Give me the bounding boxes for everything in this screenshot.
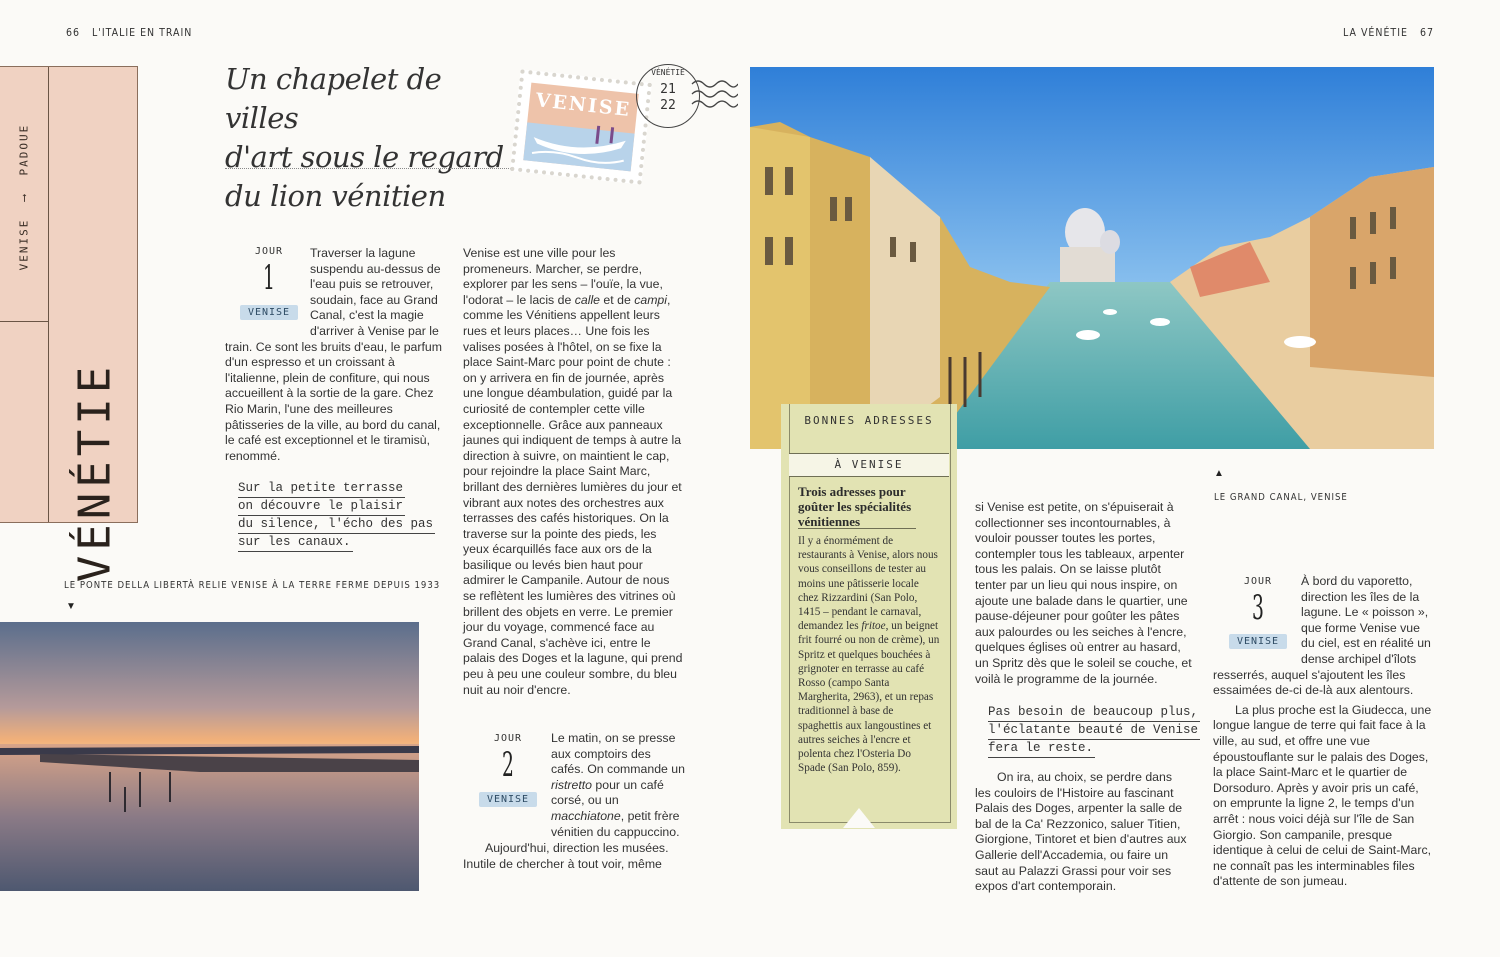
- col4-quote: [988, 704, 1203, 758]
- book-title: L'ITALIE EN TRAIN: [92, 27, 193, 39]
- day2-ristretto: ristretto: [551, 777, 592, 792]
- running-head-right: [1343, 27, 1434, 39]
- page-number-left: 66: [66, 27, 81, 39]
- col2-campi: campi: [634, 292, 668, 307]
- column-4: [975, 500, 1195, 687]
- postmark-bottom: 22: [660, 98, 676, 113]
- day1-badge: VENISE: [240, 305, 298, 320]
- day1-quote: [238, 480, 448, 552]
- route-label: [18, 124, 31, 271]
- day1-quote-line-2: on découvre le plaisir: [238, 498, 405, 516]
- route-arrow-icon: ⟶: [17, 192, 31, 202]
- caption-left-arrow-icon: ▼: [66, 601, 76, 612]
- gondola-icon: [523, 116, 635, 171]
- day2-t1: Le matin, on se presse aux comptoirs des cafés. On commande un: [551, 731, 685, 777]
- addresses-box: [781, 404, 957, 829]
- box-fritoe: fritoe: [861, 620, 886, 633]
- col4-paragraph-2: On ira, au choix, se perdre dans les couloirs de l'Histoire au fascinant Palais des Doges, arpenter la salle de bal de la Ca' Rezzonico, saluer Titien, Giorgione, Tintoret et bien d'autres aux Gallerie dell'Accademia, ou faire un saut au Palazzi Grassi pour voir ses expos d'art contemporain.: [975, 770, 1187, 894]
- postmark-waves-icon: [690, 76, 738, 120]
- col2-text-a: Venise est une ville pour les promeneurs. Marcher, se perdre, explorer par les sens – l'ouïe, la vue, l'odorat – le lacis de: [463, 246, 663, 307]
- day2-number: 2: [502, 745, 514, 785]
- postmark-region: VÉNÉTIE: [651, 68, 685, 77]
- day1-quote-line-1: Sur la petite terrasse: [238, 480, 405, 498]
- column-2: [463, 246, 685, 698]
- grand-canal-image: [750, 67, 1434, 449]
- page-number-right: 67: [1419, 27, 1434, 39]
- caption-left: LE PONTE DELLA LIBERTÀ RELIE VENISE À LA TERRE FERME DEPUIS 1933: [64, 580, 441, 591]
- day1-number: 1: [263, 258, 275, 298]
- day1-paragraph: Traverser la lagune suspendu au-dessus de l'eau puis se retrouver, soudain, face au Grand Canal, c'est la magie d'arriver à Venise par le train. Ce sont les bruits d'eau, le parfum d'un espresso et un croissant à l'italienne, plein de confiture, qui nous accueillent à la sortie de la gare. Chez Rio Marin, l'une des meilleures pâtisseries de la ville, au bord du canal, le café est exceptionnel et le tiramisù, renommé.: [225, 246, 442, 463]
- day2-text: [463, 731, 685, 872]
- col4-paragraph-1: si Venise est petite, on s'épuiserait à collectionner ses incontournables, à vouloir pousser toutes les portes, contempler tous les tableaux, arpenter tous les palais. On se laisse plutôt tenter par un lieu qui nous inspire, on ajoute une balade dans le quartier, une pause-déjeuner pour goûter les pâtes aux palourdes ou les seiches à l'encre, quelques églises où entrer au hasard, un Spritz dès que le soleil se couche, et voilà le programme de la journée.: [975, 500, 1192, 686]
- box-body: [798, 534, 940, 775]
- sunset-lagoon-image: [0, 622, 419, 891]
- col4-quote-line-2: l'éclatante beauté de Venise: [988, 722, 1200, 740]
- col2-text-c: , comme les Vénitiens appellent leurs rues et leurs places… Une fois les valises posées à l'hôtel, on se fixe la place Saint-Marc pour point de chute : on y arrivera en fin de journée, après une longue déambulation, guidé par la curiosité de contempler cette ville exceptionnelle. Grâce aux panneaux jaunes qui indiquent de temps à autre la direction à suivre, on maintient le cap, pour rejoindre la place Saint Marc, brillant des dernières lumières du jour et vibrant aux notes des orchestres aux terrasses des cafés historiques. On la traverse sur la pointe des pieds, les yeux écarquillés face aux ors de la basilique ou levés bien haut pour admirer le Campanile. Autour de nous se reflètent les lumières des vitrines où brillent des objets en verre. Le premier jour du voyage, commencé face au Grand Canal, s'achève ici, entre le palais des Doges et la lagune, qui prend peu à peu une couleur sombre, du bleu nuit au noir d'encre.: [463, 292, 683, 697]
- day2-badge: VENISE: [479, 792, 537, 807]
- box-body-b: , un beignet frit fourré ou non de crème), un Spritz et quelques bouchées à grignoter en terrasse au café Rosso (campo Santa Margherita, 2963), et un repas traditionnel à base de spaghettis aux langoustines et autres seiches à l'encre et polenta chez l'Osteria Do Spade (San Polo, 859).: [798, 620, 940, 775]
- day3-text: [1213, 574, 1435, 890]
- photo-ponte-della-liberta: [0, 622, 419, 891]
- caption-right-arrow-icon: ▲: [1214, 468, 1224, 479]
- photo-grand-canal: [750, 67, 1434, 449]
- postage-stamp: [510, 69, 652, 184]
- day2-t2: pour un café corsé, ou un: [551, 777, 664, 808]
- day2-label: JOUR: [493, 733, 523, 744]
- route-to: PADOUE: [17, 123, 31, 176]
- route-from: VENISE: [17, 218, 31, 271]
- day3-paragraph-1: À bord du vaporetto, direction les îles de la lagune. Le « poisson », que forme Venise vue du ciel, est en réalité un dense archipel d'îlots resserrés, auquel s'ajoutent les îles essaimées de-ci de-là aux alentours.: [1213, 574, 1431, 698]
- col4-quote-line-3: fera le reste.: [988, 740, 1095, 758]
- day3-badge: VENISE: [1229, 634, 1287, 649]
- headline-line-2: d'art sous le regard: [225, 140, 504, 174]
- day1-text: [225, 246, 447, 464]
- box-subtitle: À VENISE: [789, 453, 949, 477]
- caption-right: LE GRAND CANAL, VENISE: [1214, 492, 1348, 503]
- stamp-city: VENISE: [534, 89, 633, 122]
- day2-t3: , petit frère vénitien du cappuccino.: [551, 808, 680, 839]
- running-head-left: [66, 27, 192, 39]
- day1-quote-line-3: du silence, l'écho des pas: [238, 516, 435, 534]
- headline-line-3: du lion vénitien: [225, 179, 446, 213]
- box-body-a: Il y a énormément de restaurants à Venise, alors nous vous conseillons de tester au moins une pâtisserie locale chez Rizzardini (San Polo, 1415 – pendant le carnaval, demandez les: [798, 535, 938, 633]
- day2-macchiatone: macchiatone: [551, 808, 621, 823]
- day3-paragraph-2: La plus proche est la Giudecca, une longue langue de terre qui fait face à la ville, au sud, et offre une vue époustouflante sur le palais des Doges, la place Saint-Marc et le quartier de Dorsoduro. Après y avoir pris un café, on emprunte la ligne 2, le temps d'un arrêt : nous voici déjà sur l'île de San Giorgio. Son campanile, presque identique à celui de celui de Saint-Marc, ne connaît pas les interminables files d'attente de son jumeau.: [1213, 702, 1432, 889]
- day3-label: JOUR: [1243, 576, 1273, 587]
- box-notch: [843, 808, 875, 828]
- column-4-bottom: [975, 770, 1190, 895]
- region-name: VÉNÉTIE: [69, 361, 121, 583]
- box-title: BONNES ADRESSES: [804, 414, 934, 427]
- col2-calle: calle: [574, 292, 601, 307]
- day2-paragraph-2: Aujourd'hui, direction les musées. Inutile de chercher à tout voir, même: [463, 841, 669, 871]
- day1-quote-line-4: sur les canaux.: [238, 534, 353, 552]
- headline: [225, 60, 515, 216]
- col2-text-b: et de: [600, 292, 635, 307]
- col4-quote-line-1: Pas besoin de beaucoup plus,: [988, 704, 1200, 722]
- day1-label: JOUR: [254, 246, 284, 257]
- region-tab: [0, 66, 138, 583]
- headline-line-1: Un chapelet de villes: [225, 62, 442, 135]
- section-title: LA VÉNÉTIE: [1343, 27, 1408, 39]
- box-heading: Trois adresses pour goûter les spécialités vénitiennes: [798, 484, 912, 529]
- postmark-top: 21: [660, 82, 676, 97]
- column-2-paragraph: [463, 246, 685, 698]
- day3-number: 3: [1252, 588, 1264, 628]
